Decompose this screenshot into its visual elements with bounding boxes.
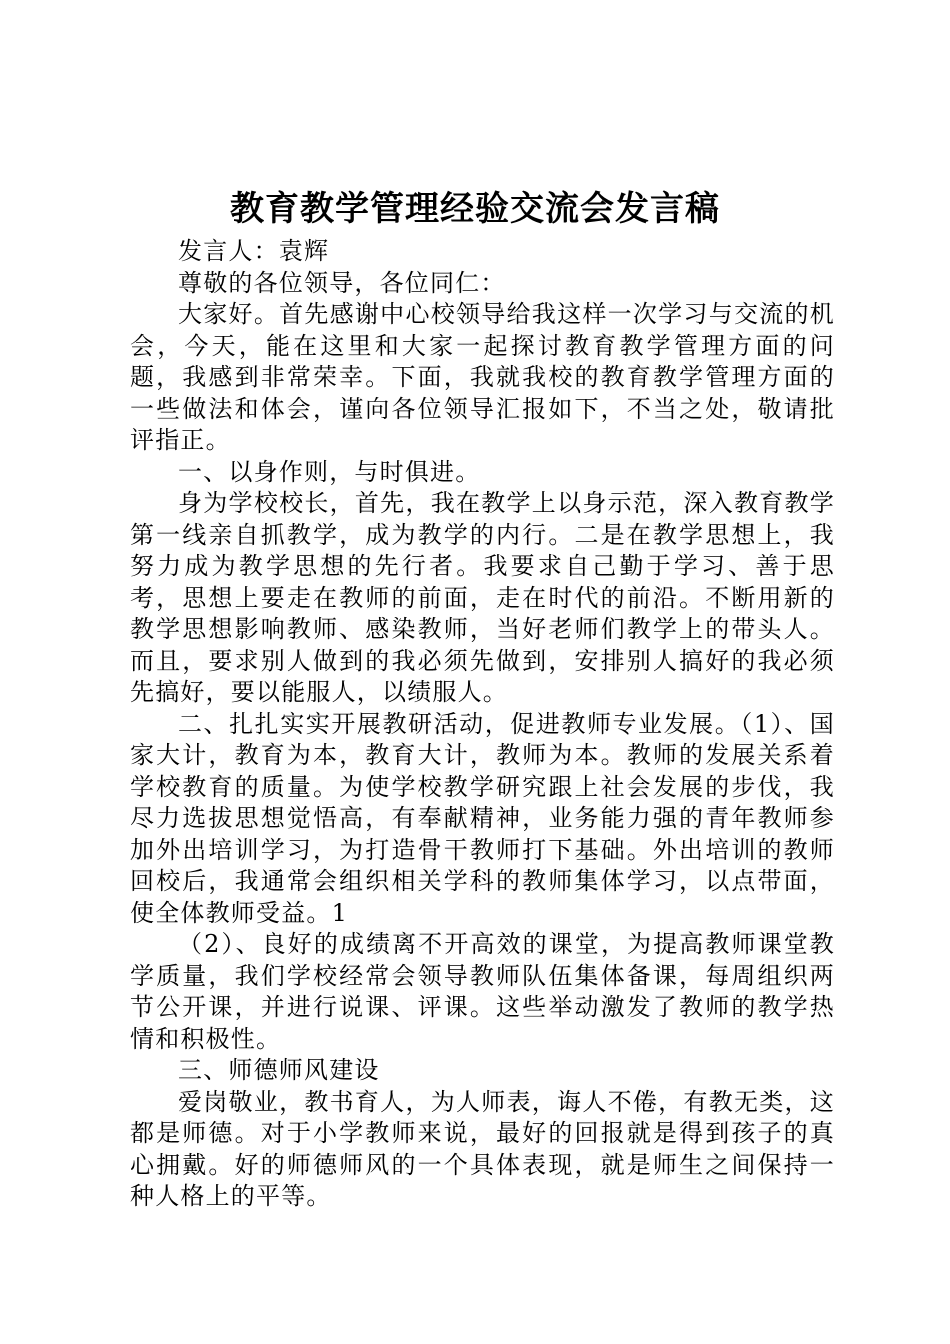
section-heading-1: 一、以身作则，与时俱进。	[178, 457, 481, 486]
section-2-item-2-paragraph: （2）、良好的成绩离不开高效的课堂，为提高教师课堂教学质量，我们学校经常会领导教师队伍集体备课，每周组织两节公开课，并进行说课、评课。这些举动激发了教师的教学热情和积极性。	[130, 930, 835, 1053]
document-body	[130, 236, 835, 1213]
opening-paragraph: 大家好。首先感谢中心校领导给我这样一次学习与交流的机会，今天，能在这里和大家一起探讨教育教学管理方面的问题，我感到非常荣幸。下面，我就我校的教育教学管理方面的一些做法和体会，谨向各位领导汇报如下，不当之处，敬请批评指正。	[130, 300, 835, 454]
section-heading-3: 三、师德师风建设	[178, 1056, 380, 1084]
section-3-paragraph: 爱岗敬业，教书育人，为人师表，诲人不倦，有教无类，这都是师德。对于小学教师来说，最好的回报就是得到孩子的真心拥戴。好的师德师风的一个具体表现，就是师生之间保持一种人格上的平等。	[130, 1087, 835, 1210]
salutation: 尊敬的各位领导，各位同仁：	[178, 268, 506, 297]
document-title: 教育教学管理经验交流会发言稿	[230, 189, 720, 229]
section-1-paragraph: 身为学校校长，首先，我在教学上以身示范，深入教育教学第一线亲自抓教学，成为教学的内行。二是在教学思想上，我努力成为教学思想的先行者。我要求自己勤于学习、善于思考，思想上要走在教师的前面，走在时代的前沿。不断用新的教学思想影响教师、感染教师，当好老师们教学上的带头人。而且，要求别人做到的我必须先做到，安排别人搞好的我必须先搞好，要以能服人，以绩服人。	[130, 489, 835, 706]
speaker-line: 发言人：袁辉	[178, 237, 330, 265]
section-heading-2-paragraph: 二、扎扎实实开展教研活动，促进教师专业发展。（1）、国家大计，教育为本，教育大计，教师为本。教师的发展关系着学校教育的质量。为使学校教学研究跟上社会发展的步伐，我尽力选拔思想觉悟高，有奉献精神，业务能力强的青年教师参加外出培训学习，为打造骨干教师打下基础。外出培训的教师回校后，我通常会组织相关学科的教师集体学习，以点带面，使全体教师受益。1	[130, 709, 835, 927]
